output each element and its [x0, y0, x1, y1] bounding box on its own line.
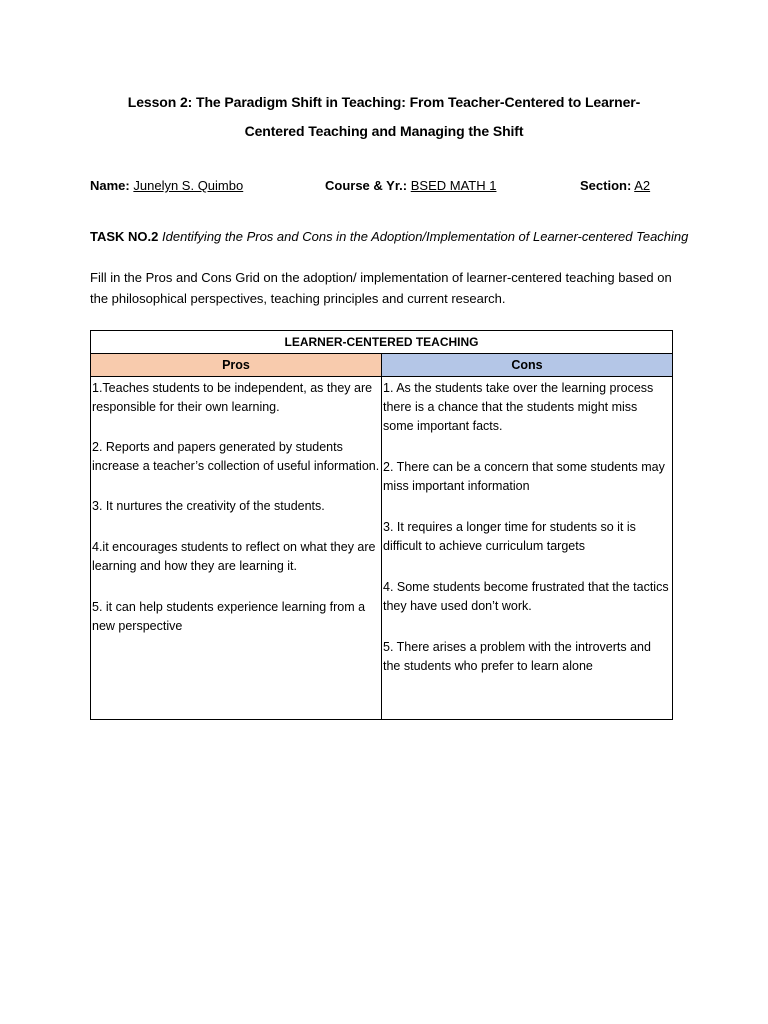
cons-header: Cons [382, 354, 673, 377]
lesson-title-line-2: Centered Teaching and Managing the Shift [244, 123, 524, 139]
cons-column [382, 377, 673, 720]
course-year-field [325, 178, 496, 193]
name-value: Junelyn S. Quimbo [133, 178, 244, 193]
name-label: Name: [90, 178, 130, 193]
cons-item: 1. As the students take over the learning process there is a chance that the students might miss some important facts. [383, 381, 654, 433]
task-label: TASK NO.2 [90, 229, 159, 244]
task-heading [90, 229, 688, 244]
pros-item: 5. it can help students experience learning from a new perspective [92, 600, 366, 633]
course-value: BSED MATH 1 [410, 178, 497, 193]
pros-item: 4.it encourages students to reflect on what they are learning and how they are learning it. [92, 540, 376, 573]
section-field [580, 178, 650, 193]
cons-item: 5. There arises a problem with the introverts and the students who prefer to learn alone [383, 640, 651, 673]
lesson-title-line-1: Lesson 2: The Paradigm Shift in Teaching: From Teacher-Centered to Learner- [127, 94, 641, 110]
cons-item: 4. Some students become frustrated that the tactics they have used don’t work. [383, 580, 669, 613]
section-value: A2 [634, 178, 651, 193]
cons-item: 3. It requires a longer time for students so it is difficult to achieve curriculum targets [383, 520, 636, 553]
pros-cons-grid [90, 330, 673, 720]
course-label: Course & Yr.: [325, 178, 408, 193]
student-name-field [90, 178, 243, 193]
pros-item: 3. It nurtures the creativity of the students. [92, 499, 325, 513]
pros-item: 2. Reports and papers generated by students increase a teacher’s collection of useful information. [92, 440, 380, 473]
instructions-text: Fill in the Pros and Cons Grid on the adoption/ implementation of learner-centered teaching based on the philosophical perspectives, teaching principles and current research. [90, 270, 672, 306]
grid-title: LEARNER-CENTERED TEACHING [91, 331, 673, 354]
task-description: Identifying the Pros and Cons in the Adoption/Implementation of Learner-centered Teaching [162, 229, 689, 244]
section-label: Section: [580, 178, 632, 193]
pros-item: 1.Teaches students to be independent, as they are responsible for their own learning. [92, 381, 373, 414]
cons-item: 2. There can be a concern that some students may miss important information [383, 460, 665, 493]
pros-header: Pros [91, 354, 382, 377]
pros-column [91, 377, 382, 720]
